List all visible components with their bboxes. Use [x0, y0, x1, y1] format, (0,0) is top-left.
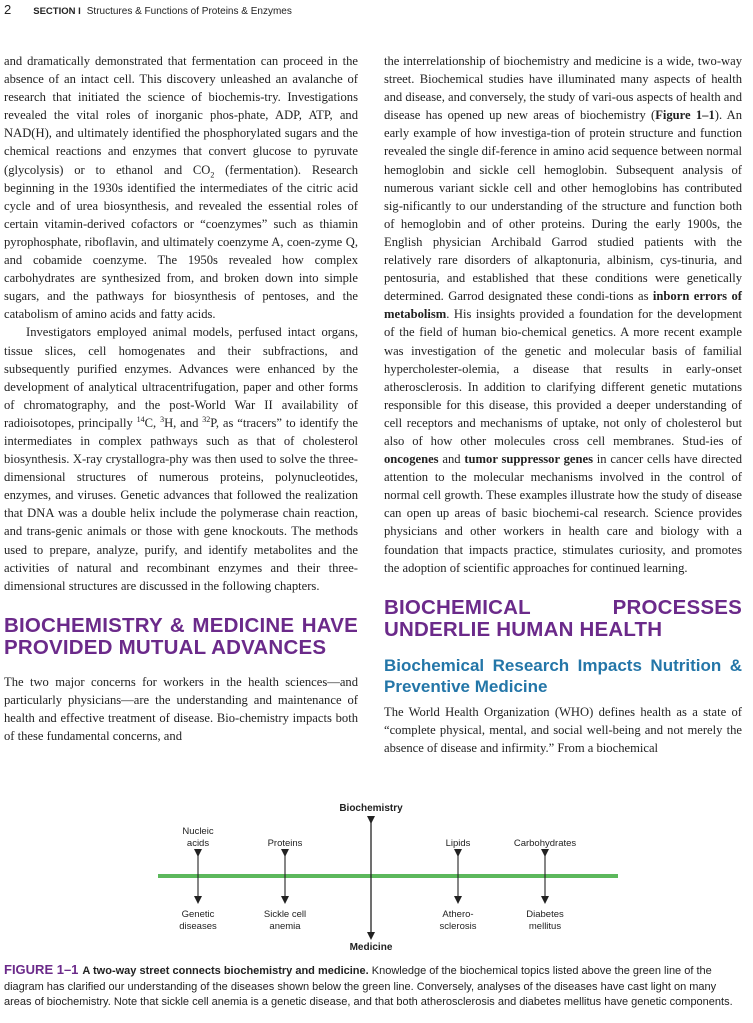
section-heading: BIOCHEMISTRY & MEDICINE HAVE PROVIDED MUTUAL ADVANCES [4, 613, 358, 659]
section-label: SECTION I [33, 6, 81, 17]
figure-number: FIGURE 1–1 [4, 962, 79, 977]
disease-label: sclerosis [439, 921, 477, 932]
caption-title: A two-way street connects biochemistry and medicine. [82, 965, 369, 977]
topic-label: acids [186, 838, 210, 849]
caption-text: Knowledge of the biochemical topics listed above the green line of the diagram has clarified our understanding of the diseases shown below the green line. Conversely, analyses of the diseases have cast light on many areas of biochemistry. Note that sickle cell anemia is a genetic disease, and that both atherosclerosis and diabetes mellitus have genetic components. [4, 965, 733, 1008]
left-column [4, 52, 358, 745]
key-term: tumor suppressor genes [464, 452, 593, 467]
section-heading: BIOCHEMICAL PROCESSES UNDERLIE HUMAN HEALTH [384, 595, 742, 641]
biochemistry-label: Biochemistry [339, 803, 403, 814]
paragraph: Investigators employed animal models, perfused intact organs, tissue slices, cell homogenates and their subfractions, and subsequently purified enzymes. Advances were enhanced by the development of analytical ultracentrifugation, paper and other forms of chromatography, and the post-World War II availability of radioisotopes, principally $^{14}$C, $^3$H, and $^{32}$P, as “tracers” to identify the intermediates in complex pathways such as that of cholesterol biosynthesis. X-ray crystallogra-phy was then used to solve the three-dimensional structures of numerous proteins, polynucleotides, enzymes, and viruses. Genetic advances that followed the realization that DNA was a double helix include the polymerase chain reaction, and trans-genic animals or those with gene knockouts. The methods used to prepare, analyze, purify, and identify metabolites and the activities of natural and recombinant enzymes and their three-dimensional structures are discussed in the following chapters. [4, 325, 358, 593]
disease-label: Athero- [442, 909, 474, 920]
right-column [384, 52, 742, 757]
page-number: 2 [4, 2, 12, 17]
subsection-heading: Biochemical Research Impacts Nutrition & Preventive Medicine [384, 655, 742, 696]
running-head [4, 2, 292, 18]
figure-caption [4, 962, 744, 1011]
paragraph: the interrelationship of biochemistry and medicine is a wide, two-way street. Biochemical studies have illuminated many aspects of health and disease, and conversely, the study of vari-ous aspects of health and disease has opened up new areas of biochemistry (Figure 1–1). An early example of how investiga-tion of protein structure and function revealed the single dif-ference in amino acid sequence between normal hemoglobin and sickle cell hemoglobin. Subsequent analysis of numerous variant sickle cell and other hemoglobins has contributed sig-nificantly to our understanding of the structure and function both of hemoglobin and of other proteins. During the early 1900s, the English physician Archibald Garrod studied patients with the relatively rare disorders of alkaptonuria, albinism, cys-tinuria, and pentosuria, and established that these conditions were genetically determined. Garrod designated these condi-tions as inborn errors of metabolism. His insights provided a foundation for the development of the field of human bio-chemical genetics. A more recent example was investigation of the genetic and molecular basis of familial hypercholester-olemia, a disease that results in early-onset atherosclerosis. In addition to clarifying different genetic mutations responsible for this disease, this provided a deeper understanding of cell receptors and mechanisms of uptake, not only of cholesterol but also of how other molecules cross cell membranes. Stud-ies of oncogenes and tumor suppressor genes in cancer cells have directed attention to the molecular mechanisms involved in the control of normal cell growth. These examples illustrate how the study of disease can open up areas of basic biochemi-cal research. Science provides physicians and other workers in health care and biology with a foundation that impacts practice, stimulates curiosity, and promotes the adoption of scientific approaches for continued learning. [384, 54, 743, 575]
section-title: Structures & Functions of Proteins & Enzymes [86, 6, 292, 17]
topic-label: Proteins [267, 838, 303, 849]
key-term: oncogenes [384, 452, 439, 467]
figure-reference: Figure 1–1 [655, 108, 715, 123]
medicine-label: Medicine [349, 942, 393, 953]
disease-label: Sickle cell [263, 909, 307, 920]
disease-label: Diabetes [526, 909, 564, 920]
disease-label: Genetic [181, 909, 215, 920]
disease-label: mellitus [528, 921, 562, 932]
topic-label: Carbohydrates [513, 838, 577, 849]
paragraph: and dramatically demonstrated that fermentation can proceed in the absence of an intact cell. This discovery unleashed an avalanche of research that initiated the science of biochemis-try. Investigations revealed the vital roles of inorganic phos-phate, ADP, ATP, and NAD(H), and ultimately identified the phosphorylated sugars and the chemical reactions and enzymes that convert glucose to pyruvate (glycolysis) or to ethanol and $CO_2$ (fermentation). Research beginning in the 1930s identified the intermediates of the citric acid cycle and of urea biosynthesis, and revealed the essential roles of certain vitamin-derived cofactors or “coenzymes” such as thiamin pyrophosphate, riboflavin, and ultimately coenzyme A, coen-zyme Q, and cobamide coenzyme. The 1950s revealed how complex carbohydrates are synthesized from, and broken down into simple sugars, and the pathways for biosynthesis of pentoses, and the catabolism of amino acids and fatty acids. [4, 54, 358, 322]
key-term: inborn errors of metabolism [384, 289, 742, 322]
paragraph: The two major concerns for workers in the health sciences—and particularly physicians—are the understanding and maintenance of health and effective treatment of disease. Bio-chemistry impacts both of these fundamental concerns, and [4, 674, 358, 744]
disease-label: diseases [179, 921, 217, 932]
disease-label: anemia [269, 921, 301, 932]
topic-label: Lipids [445, 838, 471, 849]
two-way-street-diagram [0, 796, 753, 966]
topic-label: Nucleic [182, 826, 214, 837]
paragraph: The World Health Organization (WHO) defines health as a state of “complete physical, mental, and social well-being and not merely the absence of disease and infirmity.” From a biochemical [384, 704, 742, 755]
figure-diagram [0, 796, 753, 966]
